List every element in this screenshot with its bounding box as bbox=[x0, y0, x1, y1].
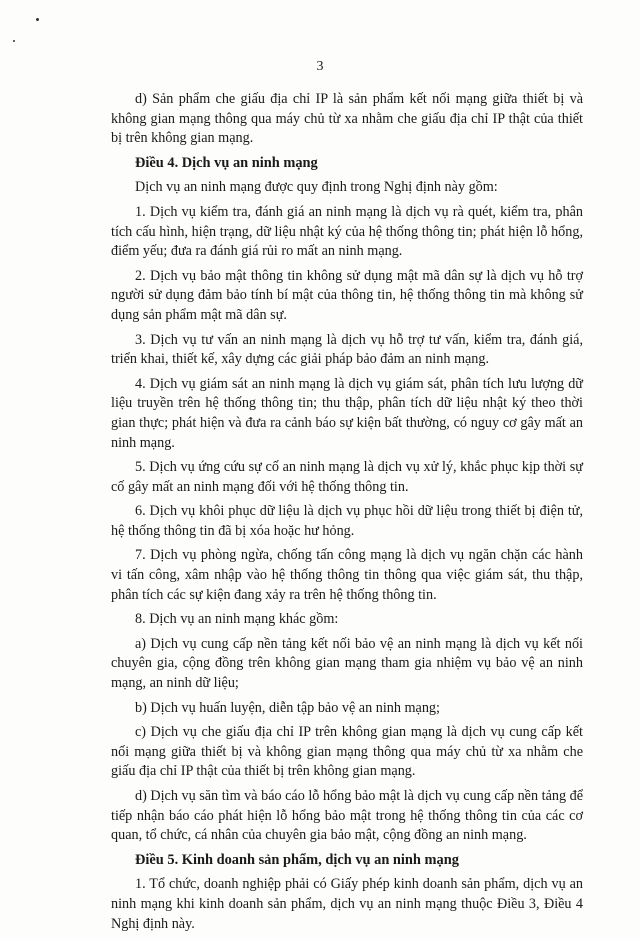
scan-speck bbox=[13, 40, 15, 42]
article-4-clause-3: 3. Dịch vụ tư vấn an ninh mạng là dịch vụ hỗ trợ tư vấn, kiểm tra, đánh giá, triển khai, thiết kế, xây dựng các giải pháp bảo đảm an ninh mạng. bbox=[111, 331, 583, 368]
document-body bbox=[111, 90, 583, 939]
article-4-intro: Dịch vụ an ninh mạng được quy định trong Nghị định này gồm: bbox=[135, 179, 498, 196]
article-4-clause-5: 5. Dịch vụ ứng cứu sự cố an ninh mạng là dịch vụ xử lý, khắc phục kịp thời sự cố gây mất an ninh mạng đối với hệ thống thông tin. bbox=[111, 459, 583, 495]
article-4-clause-8c: c) Dịch vụ che giấu địa chỉ IP trên không gian mạng là dịch vụ cung cấp kết nối mạng giữa thiết bị và không gian mạng thông qua máy chủ từ xa nhằm che giấu địa chỉ IP thật của thiết bị trên không gian mạng. bbox=[111, 724, 583, 780]
article-4-clause-4: 4. Dịch vụ giám sát an ninh mạng là dịch vụ giám sát, phân tích lưu lượng dữ liệu truyền trên hệ thống thông tin; thu thập, phân tích dữ liệu nhật ký theo thời gian thực; phát hiện và đưa ra cảnh báo sự kiện bất thường, có nguy cơ gây mất an ninh mạng. bbox=[111, 375, 583, 451]
article-5-heading: Điều 5. Kinh doanh sản phẩm, dịch vụ an ninh mạng bbox=[135, 851, 459, 868]
article-5-clause-1: 1. Tổ chức, doanh nghiệp phải có Giấy phép kinh doanh sản phẩm, dịch vụ an ninh mạng khi kinh doanh sản phẩm, dịch vụ an ninh mạng thuộc Điều 3, Điều 4 Nghị định này. bbox=[111, 876, 583, 932]
page-number: 3 bbox=[316, 59, 324, 74]
article-4-clause-6: 6. Dịch vụ khôi phục dữ liệu là dịch vụ phục hồi dữ liệu trong thiết bị điện tử, hệ thống thông tin đã bị xóa hoặc hư hỏng. bbox=[111, 503, 583, 539]
scan-speck bbox=[36, 18, 39, 21]
article-4-heading: Điều 4. Dịch vụ an ninh mạng bbox=[135, 154, 318, 171]
paragraph-3d: d) Sản phẩm che giấu địa chỉ IP là sản phẩm kết nối mạng giữa thiết bị và không gian mạng thông qua máy chủ từ xa nhằm che giấu địa chỉ IP thật của thiết bị trên không gian mạng. bbox=[111, 91, 583, 147]
article-4-clause-8d: d) Dịch vụ săn tìm và báo cáo lỗ hổng bảo mật là dịch vụ cung cấp nền tảng để tiếp nhận báo cáo phát hiện lỗ hổng bảo mật trong hệ thống thông tin của các cơ quan, tổ chức, cá nhân của chuyên gia bảo mật, cộng đồng an ninh mạng. bbox=[111, 788, 583, 844]
article-4-clause-8b: b) Dịch vụ huấn luyện, diễn tập bảo vệ an ninh mạng; bbox=[135, 699, 440, 716]
article-4-clause-2: 2. Dịch vụ bảo mật thông tin không sử dụng mật mã dân sự là dịch vụ hỗ trợ người sử dụng đảm bảo tính bí mật của thông tin, hệ thống thông tin mà không sử dụng sản phẩm mật mã dân sự. bbox=[111, 267, 583, 323]
article-4-clause-7: 7. Dịch vụ phòng ngừa, chống tấn công mạng là dịch vụ ngăn chặn các hành vi tấn công, xâm nhập vào hệ thống thông tin thông qua việc giám sát, thu thập, phân tích các sự kiện đang xảy ra trên hệ thống thông tin. bbox=[111, 547, 583, 603]
article-4-clause-8a: a) Dịch vụ cung cấp nền tảng kết nối bảo vệ an ninh mạng là dịch vụ kết nối chuyên gia, cộng đồng trên không gian mạng tham gia nhiệm vụ bảo vệ an ninh mạng, an ninh dữ liệu; bbox=[111, 635, 583, 692]
article-4-clause-8: 8. Dịch vụ an ninh mạng khác gồm: bbox=[135, 611, 339, 628]
article-4-clause-1: 1. Dịch vụ kiểm tra, đánh giá an ninh mạng là dịch vụ rà quét, kiểm tra, phân tích cấu hình, hiện trạng, dữ liệu nhật ký của hệ thống thông tin; phát hiện lỗ hổng, điểm yếu; đưa ra đánh giá rủi ro mất an ninh mạng. bbox=[111, 203, 583, 260]
